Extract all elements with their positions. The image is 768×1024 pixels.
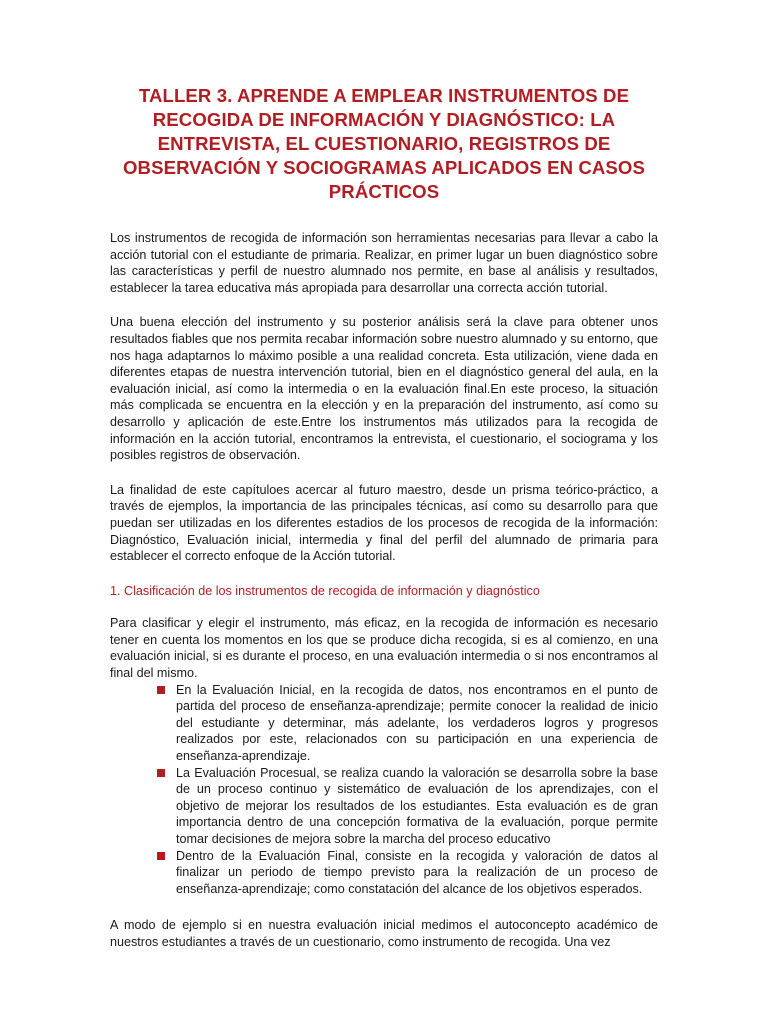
paragraph-instrument-choice: Una buena elección del instrumento y su posterior análisis será la clave para obtener unos resultados fiables que nos permita recabar información sobre nuestro alumnado y su entorno, que nos haga adaptarnos lo máximo posible a una realidad concreta. Esta utilización, viene dada en diferentes etapas de nuestra intervención tutorial, bien en el diagnóstico general del aula, en la evaluación inicial, así como la intermedia o en la evaluación final.En este proceso, la situación más complicada se encuentra en la elección y en la preparación del instrumento, así como su desarrollo y aplicación de este.Entre los instrumentos más utilizados para la recogida de información en la acción tutorial, encontramos la entrevista, el cuestionario, el sociograma y los posibles registros de observación. — [110, 315, 658, 463]
paragraph-intro: Los instrumentos de recogida de información son herramientas necesarias para llevar a cabo la acción tutorial con el estudiante de primaria. Realizar, en primer lugar un buen diagnóstico sobre las características y perfil de nuestro alumnado nos permite, en base al análisis y resultados, establecer la tarea educativa más apropiada para desarrollar una correcta acción tutorial. — [110, 231, 658, 295]
paragraph-closing: A modo de ejemplo si en nuestra evaluación inicial medimos el autoconcepto académico de nuestros estudiantes a través de un cuestionario, como instrumento de recogida. Una vez — [110, 918, 658, 949]
square-bullet-icon — [157, 852, 165, 860]
paragraph-chapter-purpose: La finalidad de este capítuloes acercar al futuro maestro, desde un prisma teórico-práctico, a través de ejemplos, la importancia de las principales técnicas, así como su desarrollo para que puedan ser utilizadas en los diferentes estadios de los procesos de recogida de la información: Diagnóstico, Evaluación inicial, intermedia y final del perfil del alumnado de primaria para establecer el correcto enfoque de la Acción tutorial. — [110, 482, 658, 564]
paragraph-section-intro: Para clasificar y elegir el instrumento, más eficaz, en la recogida de información es necesario tener en cuenta los momentos en los que se produce dicha recogida, si es al comienzo, en una evaluación inicial, si es durante el proceso, en una evaluación intermedia o si nos encontramos al final del mismo. — [110, 616, 658, 681]
bullet-item-evaluacion-inicial — [176, 682, 658, 765]
square-bullet-icon — [157, 686, 165, 694]
bullet-item-evaluacion-final — [176, 848, 658, 898]
bullet-text: La Evaluación Procesual, se realiza cuando la valoración se desarrolla sobre la base de un proceso continuo y sistemático de evaluación de los aprendizajes, con el objetivo de mejorar los resultados de los estudiantes. Esta evaluación es de gran importancia dentro de una concepción formativa de la evaluación, porque permite tomar decisiones de mejora sobre la marcha del proceso educativo — [176, 765, 658, 846]
bullet-text: En la Evaluación Inicial, en la recogida de datos, nos encontramos en el punto de partida del proceso de enseñanza-aprendizaje; permite conocer la realidad de inicio del estudiante y determinar, más adelante, los verdaderos logros y progresos realizados por este, relacionados con su participación en una experiencia de enseñanza-aprendizaje. — [176, 682, 658, 764]
bullet-text: Dentro de la Evaluación Final, consiste en la recogida y valoración de datos al finalizar un periodo de tiempo previsto para la realización de un proceso de enseñanza-aprendizaje; como constatación del alcance de los objetivos esperados. — [176, 848, 658, 896]
square-bullet-icon — [157, 769, 165, 777]
bullet-item-evaluacion-procesual — [176, 765, 658, 848]
document-title: TALLER 3. APRENDE A EMPLEAR INSTRUMENTOS DE RECOGIDA DE INFORMACIÓN Y DIAGNÓSTICO: LA ENTREVISTA, EL CUESTIONARIO, REGISTROS DE OBSERVACIÓN Y SOCIOGRAMAS APLICADOS EN CASOS PRÁCTICOS — [122, 85, 645, 202]
evaluation-bullet-list — [110, 682, 658, 898]
section-heading: 1. Clasificación de los instrumentos de recogida de información y diagnóstico — [110, 583, 540, 598]
